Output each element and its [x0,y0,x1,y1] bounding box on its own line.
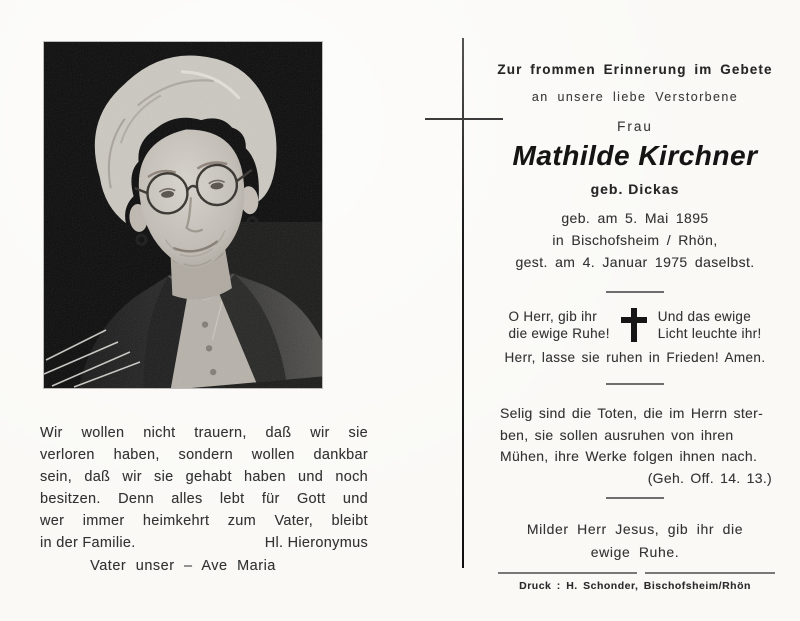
portrait-photo [44,42,322,388]
prayer-note: Vater unser – Ave Maria [90,558,276,574]
birth-place-line: in Bischofsheim / Rhön, [552,232,718,248]
portrait-illustration [44,42,322,388]
header-line-2: an unsere liebe Verstorbene [531,90,739,104]
closing-line: ewige Ruhe. [590,544,680,560]
scripture-line: ben, sie sollen ausruhen von ihren [500,426,734,443]
cross-vertical-bar [631,308,637,342]
header-line-1: Zur frommen Erinnerung im Gebete [497,62,773,77]
prayer-line: O Herr, gib ihr [508,309,597,324]
deceased-name: Mathilde Kirchner [512,140,758,171]
footer-rule-right [645,572,775,574]
eternal-rest-prayer [470,308,800,342]
amen-line: Herr, lasse sie ruhen in Frieden! Amen. [504,350,766,365]
memorial-text-panel [470,0,800,621]
quote-line: Wir wollen nicht trauern, daß wir sie [40,425,368,441]
scripture-line: Mühen, ihre Werke folgen ihnen nach. [500,448,758,464]
quote-line: in der Familie. [40,535,136,551]
quote-line: verloren haben, sondern wollen dankbar [40,447,368,463]
prayer-line: Licht leuchte ihr! [657,326,762,341]
maiden-name: geb. Dickas [590,181,680,197]
death-date-line: gest. am 4. Januar 1975 daselbst. [515,254,755,270]
quote-last-line [40,532,368,554]
scripture-citation: (Geh. Off. 14. 13.) [647,469,772,486]
quote-line: sein, daß wir sie gehabt haben und noch [40,469,368,485]
quote-line: wer immer heimkehrt zum Vater, bleibt [40,513,368,529]
divider-rule [606,497,664,499]
divider-rule [606,291,664,293]
prayer-right-column [658,308,762,342]
divider-rule [606,383,664,385]
printer-credit: Druck : H. Schonder, Bischofsheim/Rhön [519,580,751,592]
quote-attribution: Hl. Hieronymus [264,535,368,551]
memorial-quote [40,422,368,554]
closing-prayer [470,518,800,564]
cross-horizontal-bar [621,317,647,323]
cross-icon [621,308,647,342]
life-dates [470,207,800,273]
footer-rule-left [498,572,637,574]
scripture-line: Selig sind die Toten, die im Herrn ster- [500,405,764,421]
birth-date-line: geb. am 5. Mai 1895 [561,210,709,226]
salutation: Frau [617,119,653,134]
prayer-line: die ewige Ruhe! [508,326,610,341]
scripture-passage [470,403,800,489]
prayer-line: Und das ewige [657,309,752,324]
quote-line: besitzen. Denn alles lebt für Gott und [40,491,368,507]
prayer-left-column [508,308,609,342]
closing-line: Milder Herr Jesus, gib ihr die [526,521,744,537]
